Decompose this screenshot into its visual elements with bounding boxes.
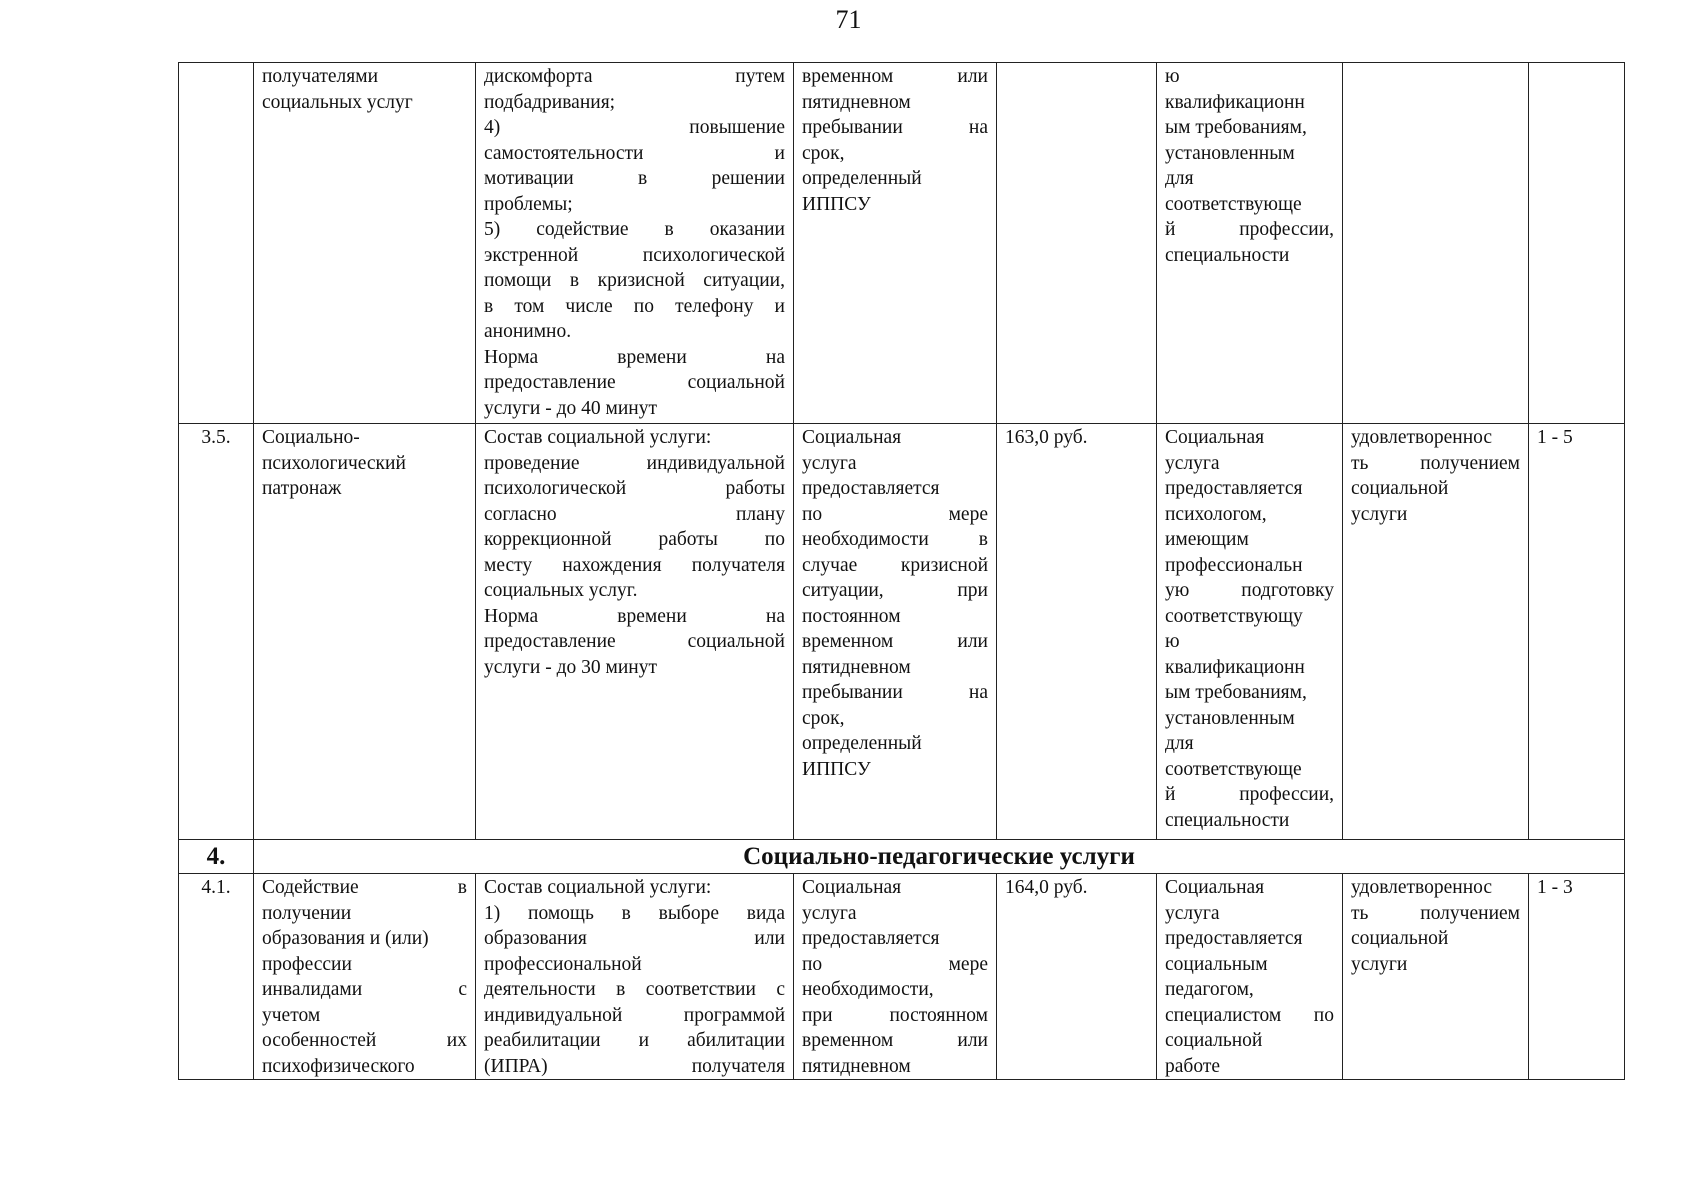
service-content-line: 5) содействие в оказании	[484, 219, 785, 240]
service-content-line: Состав социальной услуги:	[484, 427, 712, 448]
service-name-line: учетом	[262, 1004, 321, 1026]
staff-line: социальной	[1165, 1030, 1263, 1051]
staff-line: соответствующе	[1165, 758, 1302, 780]
staff-line: ую подготовку	[1165, 580, 1334, 601]
section-number	[179, 840, 254, 874]
staff-line: й профессии,	[1165, 784, 1334, 805]
conditions-line: по мере	[802, 503, 988, 525]
conditions-line: предоставляется	[802, 928, 940, 949]
row-number-cell	[179, 63, 254, 424]
evaluation-line: услуги	[1351, 503, 1408, 525]
conditions-line: ИППСУ	[802, 193, 871, 215]
rating: 1 - 5	[1537, 427, 1573, 448]
section-title	[254, 840, 1625, 874]
evaluation-cell	[1343, 63, 1529, 424]
staff-line: психологом,	[1165, 503, 1267, 525]
service-content-cell	[476, 424, 794, 840]
service-content-line: самостоятельности и	[484, 142, 785, 164]
row-number-cell	[179, 424, 254, 840]
evaluation-line: ть получением	[1351, 902, 1520, 924]
evaluation-line: социальной	[1351, 478, 1449, 499]
service-content-line: анонимно.	[484, 321, 572, 342]
service-name-line: получателями	[262, 66, 379, 87]
service-name-line: Социально-	[262, 427, 360, 448]
conditions-line: пятидневном	[802, 91, 911, 113]
staff-line: квалификационн	[1165, 91, 1305, 113]
conditions-line: временном или	[802, 631, 988, 652]
service-content-line: услуги - до 40 минут	[484, 397, 657, 419]
service-name-line: социальных услуг	[262, 91, 413, 113]
staff-line: для	[1165, 733, 1194, 754]
conditions-line: необходимости в	[802, 529, 988, 550]
conditions-line: случае кризисной	[802, 554, 988, 576]
service-content-line: согласно плану	[484, 503, 785, 525]
service-content-line: услуги - до 30 минут	[484, 656, 657, 678]
staff-line: ю	[1165, 631, 1180, 652]
staff-line: Социальная	[1165, 427, 1265, 448]
conditions-line: необходимости,	[802, 979, 934, 1000]
service-content-line: 1) помощь в выборе вида	[484, 902, 785, 924]
service-content-line: профессиональной	[484, 953, 642, 975]
conditions-line: пребывании на	[802, 117, 988, 138]
price-cell	[997, 874, 1157, 1080]
staff-cell	[1157, 63, 1343, 424]
conditions-line: постоянном	[802, 605, 901, 627]
evaluation-line: удовлетвореннос	[1351, 877, 1493, 898]
evaluation-line: социальной	[1351, 928, 1449, 949]
evaluation-cell	[1343, 424, 1529, 840]
service-content-line: экстренной психологической	[484, 244, 785, 266]
service-content-line: подбадривания;	[484, 91, 616, 113]
conditions-line: ситуации, при	[802, 580, 988, 601]
conditions-line: определенный	[802, 168, 922, 189]
services-table	[178, 62, 1625, 1080]
rating-cell	[1529, 63, 1625, 424]
service-content-line: индивидуальной программой	[484, 1004, 785, 1026]
conditions-line: пятидневном	[802, 1055, 911, 1077]
conditions-cell	[794, 63, 997, 424]
service-name-line: особенностей их	[262, 1030, 467, 1051]
conditions-line: услуга	[802, 452, 857, 474]
evaluation-line: удовлетвореннос	[1351, 427, 1493, 448]
service-content-line: реабилитации и абилитации	[484, 1030, 785, 1051]
conditions-line: определенный	[802, 733, 922, 754]
table-row	[179, 874, 1625, 1080]
conditions-cell	[794, 874, 997, 1080]
service-name-line: психофизического	[262, 1055, 415, 1077]
evaluation-line: услуги	[1351, 953, 1408, 975]
staff-line: ю	[1165, 66, 1180, 87]
service-name-line: получении	[262, 902, 352, 924]
staff-line: имеющим	[1165, 529, 1249, 550]
conditions-line: по мере	[802, 953, 988, 975]
staff-line: педагогом,	[1165, 979, 1254, 1000]
row-number: 4.1.	[201, 877, 231, 898]
service-content-line: проведение индивидуальной	[484, 452, 785, 474]
rating: 1 - 3	[1537, 877, 1573, 898]
conditions-line: временном или	[802, 1030, 988, 1051]
price-cell	[997, 63, 1157, 424]
rating-cell	[1529, 424, 1625, 840]
service-name-cell	[254, 874, 476, 1080]
conditions-cell	[794, 424, 997, 840]
table-row	[179, 424, 1625, 840]
staff-line: соответствующе	[1165, 193, 1302, 215]
staff-line: работе	[1165, 1055, 1220, 1077]
staff-line: социальным	[1165, 953, 1268, 975]
conditions-line: срок,	[802, 707, 845, 729]
service-name-line: психологический	[262, 452, 406, 474]
service-content-line: образования или	[484, 928, 785, 949]
service-name-line: профессии	[262, 953, 352, 975]
service-content-line: помощи в кризисной ситуации,	[484, 270, 785, 291]
price-cell	[997, 424, 1157, 840]
service-name-cell	[254, 63, 476, 424]
row-number: 3.5.	[201, 427, 231, 448]
staff-line: для	[1165, 168, 1194, 189]
conditions-line: срок,	[802, 142, 845, 164]
service-content-cell	[476, 63, 794, 424]
service-content-line: социальных услуг.	[484, 580, 638, 601]
evaluation-line: ть получением	[1351, 452, 1520, 474]
section-number-text: 4.	[206, 842, 226, 870]
service-content-line: месту нахождения получателя	[484, 554, 785, 576]
staff-line: предоставляется	[1165, 478, 1303, 499]
service-content-line: предоставление социальной	[484, 372, 785, 393]
service-content-line: проблемы;	[484, 193, 573, 215]
service-content-line: (ИПРА) получателя	[484, 1055, 785, 1077]
staff-line: соответствующу	[1165, 605, 1303, 627]
staff-line: Социальная	[1165, 877, 1265, 898]
conditions-line: временном или	[802, 66, 988, 87]
service-content-line: коррекционной работы по	[484, 529, 785, 550]
service-content-line: предоставление социальной	[484, 631, 785, 652]
section-header-row	[179, 840, 1625, 874]
service-content-cell	[476, 874, 794, 1080]
price: 163,0 руб.	[1005, 427, 1088, 448]
service-content-line: Норма времени на	[484, 605, 785, 627]
staff-line: услуга	[1165, 902, 1220, 924]
price: 164,0 руб.	[1005, 877, 1088, 898]
service-name-line: патронаж	[262, 478, 342, 499]
service-content-line: деятельности в соответствии с	[484, 979, 785, 1000]
staff-cell	[1157, 424, 1343, 840]
staff-line: профессиональн	[1165, 554, 1303, 576]
conditions-line: ИППСУ	[802, 758, 871, 780]
service-name-cell	[254, 424, 476, 840]
service-content-line: мотивации в решении	[484, 168, 785, 189]
page-number: 71	[835, 5, 862, 34]
staff-line: квалификационн	[1165, 656, 1305, 678]
conditions-line: пятидневном	[802, 656, 911, 678]
conditions-line: Социальная	[802, 877, 902, 898]
row-number-cell	[179, 874, 254, 1080]
service-content-line: Норма времени на	[484, 346, 785, 368]
conditions-line: при постоянном	[802, 1004, 988, 1026]
staff-line: ым требованиям,	[1165, 117, 1307, 138]
conditions-line: пребывании на	[802, 682, 988, 703]
staff-line: предоставляется	[1165, 928, 1303, 949]
staff-line: услуга	[1165, 452, 1220, 474]
service-content-line: 4) повышение	[484, 117, 785, 138]
staff-line: специальности	[1165, 244, 1290, 266]
staff-line: специальности	[1165, 809, 1290, 831]
service-name-line: инвалидами с	[262, 979, 467, 1000]
staff-line: й профессии,	[1165, 219, 1334, 240]
staff-line: установленным	[1165, 142, 1295, 164]
service-content-line: в том числе по телефону и	[484, 295, 785, 317]
conditions-line: Социальная	[802, 427, 902, 448]
conditions-line: услуга	[802, 902, 857, 924]
staff-line: ым требованиям,	[1165, 682, 1307, 703]
evaluation-cell	[1343, 874, 1529, 1080]
staff-line: установленным	[1165, 707, 1295, 729]
staff-line: специалистом по	[1165, 1004, 1334, 1026]
table-row	[179, 63, 1625, 424]
service-name-line: образования и (или)	[262, 928, 429, 949]
section-title-text: Социально-педагогические услуги	[743, 842, 1135, 870]
service-name-line: Содействие в	[262, 877, 467, 898]
table-body	[179, 63, 1625, 1080]
rating-cell	[1529, 874, 1625, 1080]
service-content-line: психологической работы	[484, 478, 785, 499]
service-content-line: Состав социальной услуги:	[484, 877, 712, 898]
service-content-line: дискомфорта путем	[484, 66, 785, 87]
staff-cell	[1157, 874, 1343, 1080]
conditions-line: предоставляется	[802, 478, 940, 499]
